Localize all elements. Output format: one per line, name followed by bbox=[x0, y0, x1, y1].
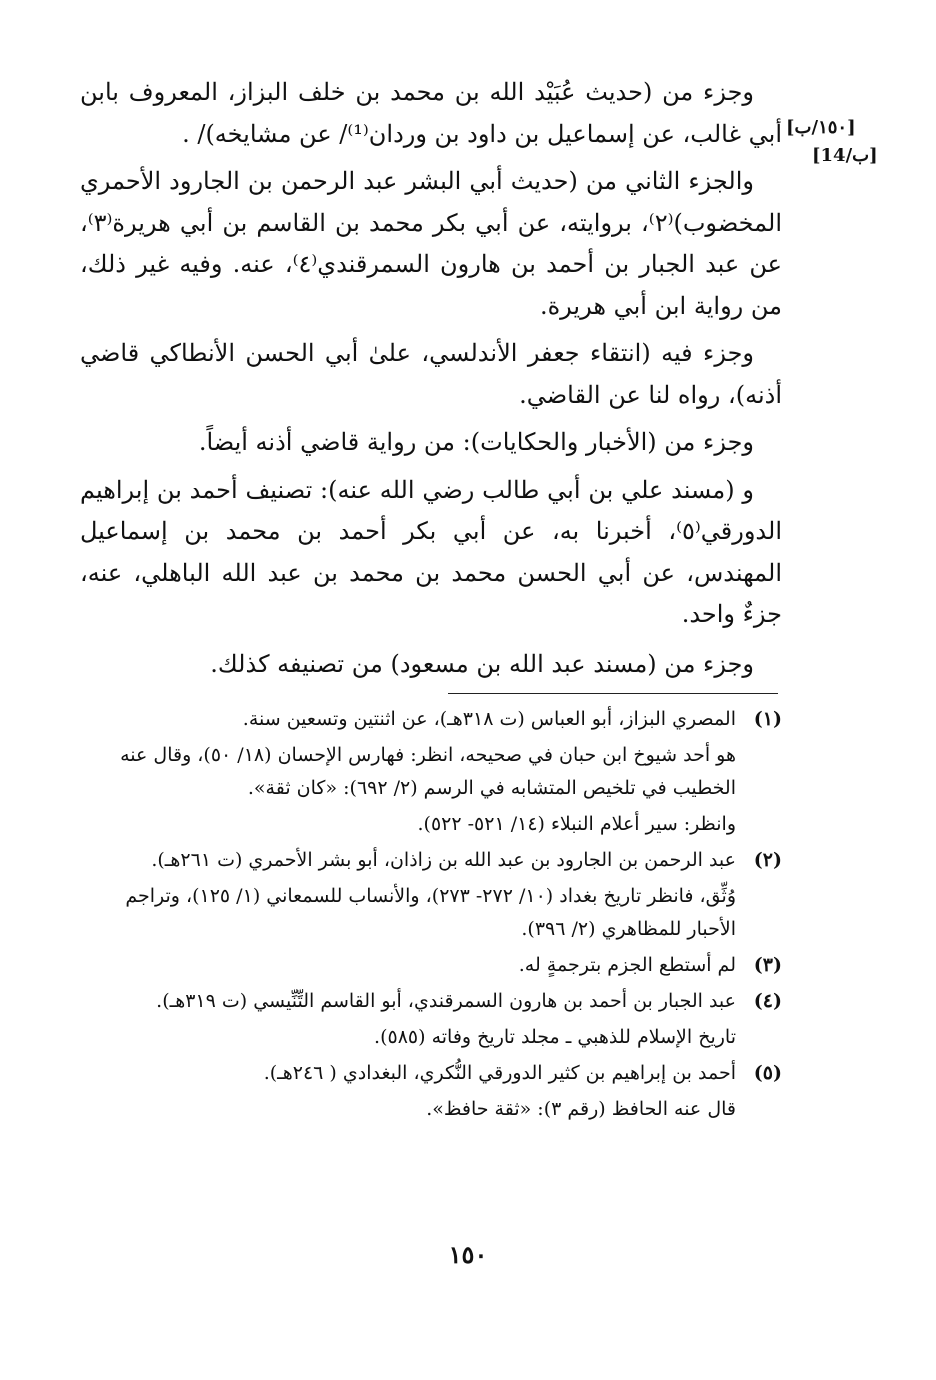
footnote-line: عبد الجبار بن أحمد بن هارون السمرقندي، أبو القاسم التِّنِّيسي (ت ٣١٩هـ). bbox=[156, 990, 736, 1012]
paragraph: وجزء فيه (انتقاء جعفر الأندلسي، علىٰ أبي الحسن الأنطاكي قاضي أذنه)، رواه لنا عن القاضي. bbox=[80, 339, 782, 409]
footnote-line: وانظر: سير أعلام النبلاء (١٤/ ٥٢١- ٥٢٢). bbox=[417, 813, 736, 835]
footnote-number: (٣) bbox=[753, 954, 782, 976]
paragraph: والجزء الثاني من (حديث أبي البشر عبد الرحمن بن الجارود الأحمري المخضوب)⁽٢⁾، بروايته، عن أبي بكر محمد بن القاسم بن أبي هريرة⁽٣⁾، عن عبد الجبار بن أحمد بن هارون السمرقندي⁽٤⁾، عنه. وفيه غير ذلك، من رواية ابن أبي هريرة. bbox=[80, 167, 782, 320]
paragraph: وجزء من (الأخبار والحكايات): من رواية قاضي أذنه أيضاً. bbox=[198, 428, 754, 456]
footnote bbox=[80, 1057, 782, 1126]
footnote-line: أحمد بن إبراهيم بن كثير الدورقي النُّكري، البغدادي ( ٢٤٦هـ). bbox=[263, 1062, 736, 1084]
footnote-line: لم أستطع الجزم بترجمةٍ له. bbox=[518, 954, 736, 976]
footnote-number: (٤) bbox=[753, 990, 782, 1012]
footnote-line: وُثِّق، فانظر تاريخ بغداد (١٠/ ٢٧٢- ٢٧٣)، والأنساب للسمعاني (١/ ١٢٥)، وتراجم الأحبار للمظاهري (٢/ ٣٩٦). bbox=[125, 885, 736, 940]
footnote-number: (١) bbox=[753, 708, 782, 730]
margin-folio-note: [14/ب] bbox=[812, 145, 878, 166]
footnote-number: (٥) bbox=[753, 1062, 782, 1084]
footnotes bbox=[80, 703, 782, 1129]
footnote-line: قال عنه الحافظ (رقم ٣): «ثقة حافظ». bbox=[426, 1098, 736, 1120]
margin-folio-note: [١٥٠/ب] bbox=[786, 117, 856, 138]
paragraph: و (مسند علي بن أبي طالب رضي الله عنه): تصنيف أحمد بن إبراهيم الدورقي⁽٥⁾، أخبرنا به، عن أبي بكر أحمد بن محمد بن إسماعيل المهندس، عن أبي الحسن محمد بن محمد بن عبد الله الباهلي، عنه، جزءٌ واحد. bbox=[80, 475, 782, 628]
paragraph: وجزء من (مسند عبد الله بن مسعود) من تصنيفه كذلك. bbox=[210, 649, 754, 678]
footnote bbox=[80, 844, 782, 946]
footnote-separator bbox=[448, 693, 778, 694]
footnote-number: (٢) bbox=[753, 849, 782, 871]
footnote-line: عبد الرحمن بن الجارود بن عبد الله بن زاذان، أبو بشر الأحمري (ت ٢٦١هـ). bbox=[151, 849, 736, 871]
footnote bbox=[80, 949, 782, 982]
footnote-line: هو أحد شيوخ ابن حبان في صحيحه، انظر: فهارس الإحسان (١٨/ ٥٠)، وقال عنه الخطيب في تلخيص المتشابه في الرسم (٢/ ٦٩٢): «كان ثقة». bbox=[120, 744, 736, 799]
footnote-line: المصري البزاز، أبو العباس (ت ٣١٨هـ)، عن اثنتين وتسعين سنة. bbox=[242, 708, 736, 730]
page-number: ١٥٠ bbox=[448, 1240, 488, 1269]
footnote-line: تاريخ الإسلام للذهبي ـ مجلد تاريخ وفاته (٥٨٥). bbox=[374, 1026, 736, 1048]
main-text bbox=[80, 72, 782, 691]
footnote bbox=[80, 703, 782, 841]
paragraph: وجزء من (حديث عُبَيْد الله بن محمد بن خلف البزاز، المعروف بابن أبي غالب، عن إسماعيل بن داود بن وردان⁽¹⁾/ عن مشايخه)/ . bbox=[80, 78, 782, 148]
footnote bbox=[80, 985, 782, 1054]
